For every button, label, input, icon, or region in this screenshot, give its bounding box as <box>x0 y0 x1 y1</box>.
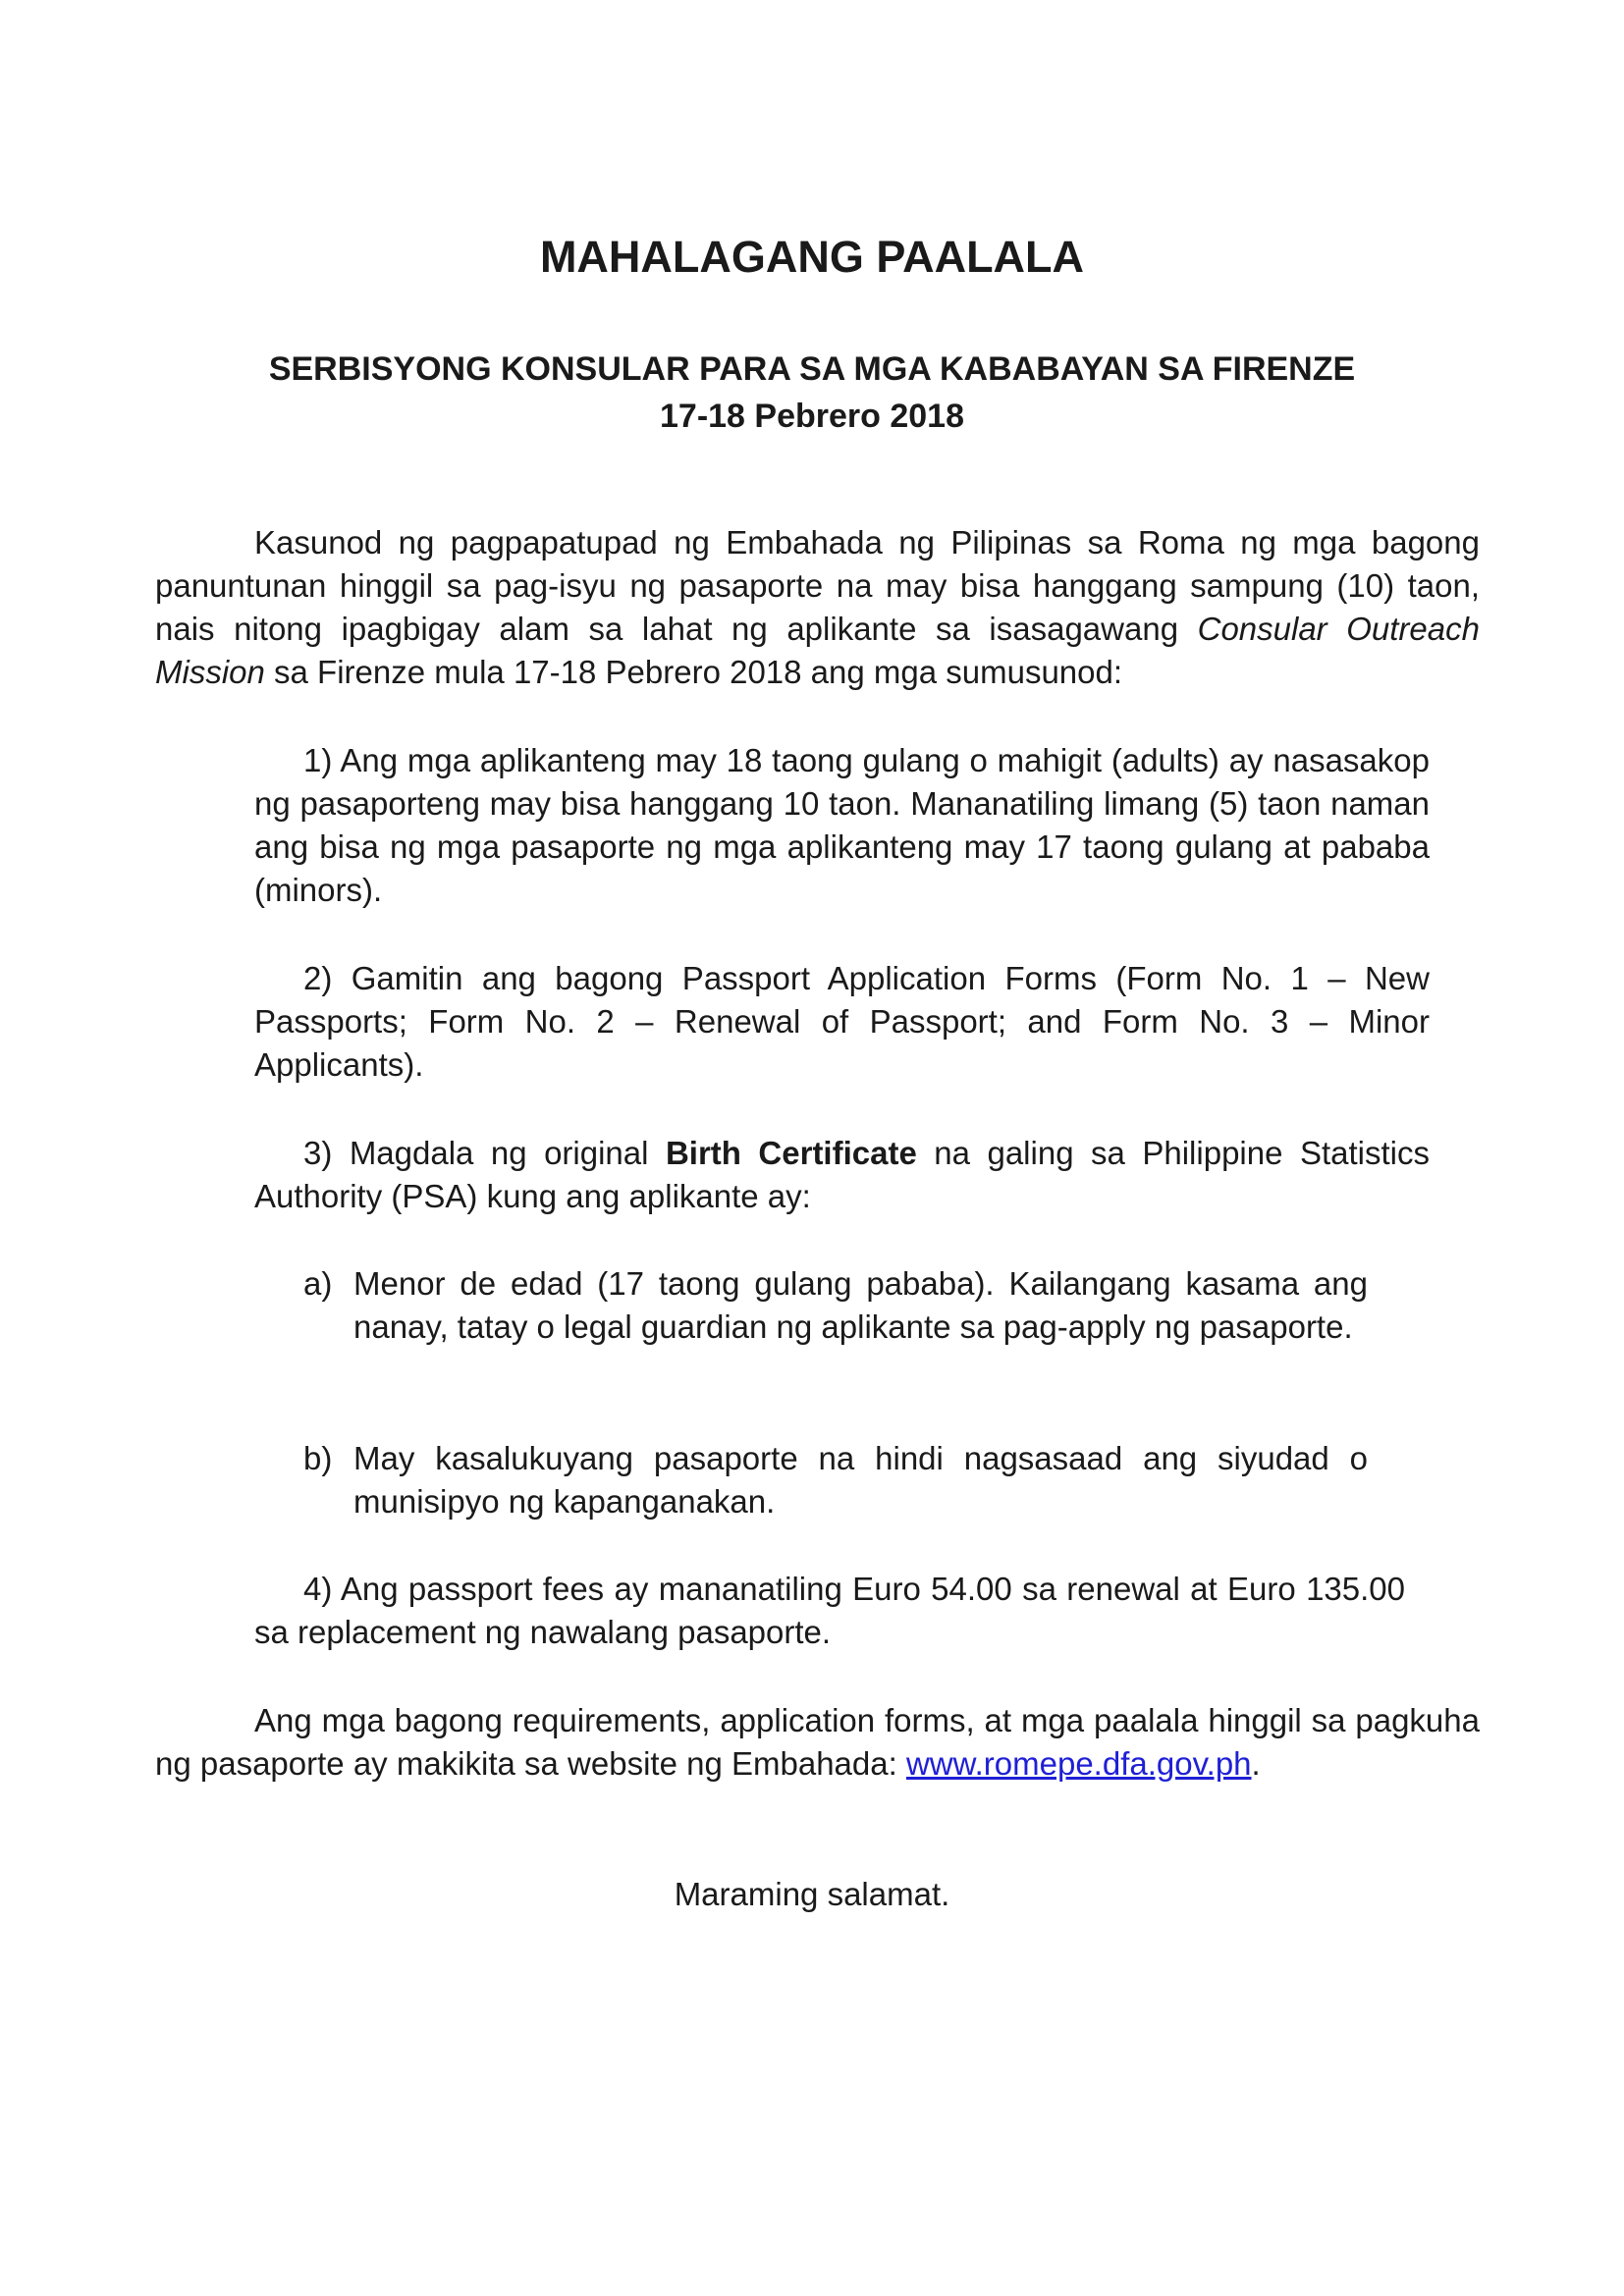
item-3-text-after: na galing sa Philippine Statistics Authority (PSA) kung ang aplikante ay: <box>254 1135 1430 1214</box>
mission-name: Consular Outreach Mission <box>155 611 1480 690</box>
list-item-3 <box>254 1132 1430 1218</box>
intro-text-before: Kasunod ng pagpapatupad ng Embahada ng Pilipinas sa Roma ng mga bagong panuntunan hinggil sa pag-isyu ng pasaporte na may bisa hanggang sampung (10) taon, nais nitong ipagbigay alam sa lahat ng aplikante sa isasagawang <box>155 524 1480 647</box>
sub-item-a-marker: a) <box>303 1265 333 1302</box>
intro-text-after: sa Firenze mula 17-18 Pebrero 2018 ang mga sumusunod: <box>264 654 1123 690</box>
sub-item-b-text: May kasalukuyang pasaporte na hindi nagsasaad ang siyudad o munisipyo ng kapanganakan. <box>353 1440 1368 1520</box>
list-item-2: 2) Gamitin ang bagong Passport Application Forms (Form No. 1 – New Passports; Form No. 2 – Renewal of Passport; and Form No. 3 – Minor Applicants). <box>254 960 1430 1083</box>
list-item-4: 4) Ang passport fees ay mananatiling Euro 54.00 sa renewal at Euro 135.00 sa replacement ng nawalang pasaporte. <box>254 1571 1405 1650</box>
closing-text-before: Ang mga bagong requirements, application forms, at mga paalala hinggil sa pagkuha ng pasaporte ay makikita sa website ng Embahada: <box>155 1702 1480 1782</box>
closing-paragraph <box>155 1699 1480 1786</box>
item-3-text-before: 3) Magdala ng original <box>303 1135 666 1171</box>
list-item-1: 1) Ang mga aplikanteng may 18 taong gulang o mahigit (adults) ay nasasakop ng pasaporteng may bisa hanggang 10 taon. Mananatiling limang (5) taon naman ang bisa ng mga pasaporte ng mga aplikanteng may 17 taong gulang at pababa (minors). <box>254 742 1430 908</box>
sub-item-a <box>303 1262 1368 1349</box>
document-date: 17-18 Pebrero 2018 <box>660 398 964 435</box>
document-subtitle: SERBISYONG KONSULAR PARA SA MGA KABABAYAN SA FIRENZE <box>268 350 1356 388</box>
birth-certificate-label: Birth Certificate <box>665 1135 917 1171</box>
closing-text-after: . <box>1251 1745 1261 1782</box>
document-title: MAHALAGANG PAALALA <box>539 232 1085 282</box>
intro-paragraph <box>155 521 1480 694</box>
thanks-line: Maraming salamat. <box>674 1876 950 1912</box>
sub-item-b-marker: b) <box>303 1440 333 1476</box>
sub-item-a-text: Menor de edad (17 taong gulang pababa). Kailangang kasama ang nanay, tatay o legal guardian ng aplikante sa pag-apply ng pasaporte. <box>353 1265 1368 1345</box>
embassy-website-link[interactable]: www.romepe.dfa.gov.ph <box>905 1745 1252 1782</box>
sub-item-b <box>303 1437 1368 1523</box>
